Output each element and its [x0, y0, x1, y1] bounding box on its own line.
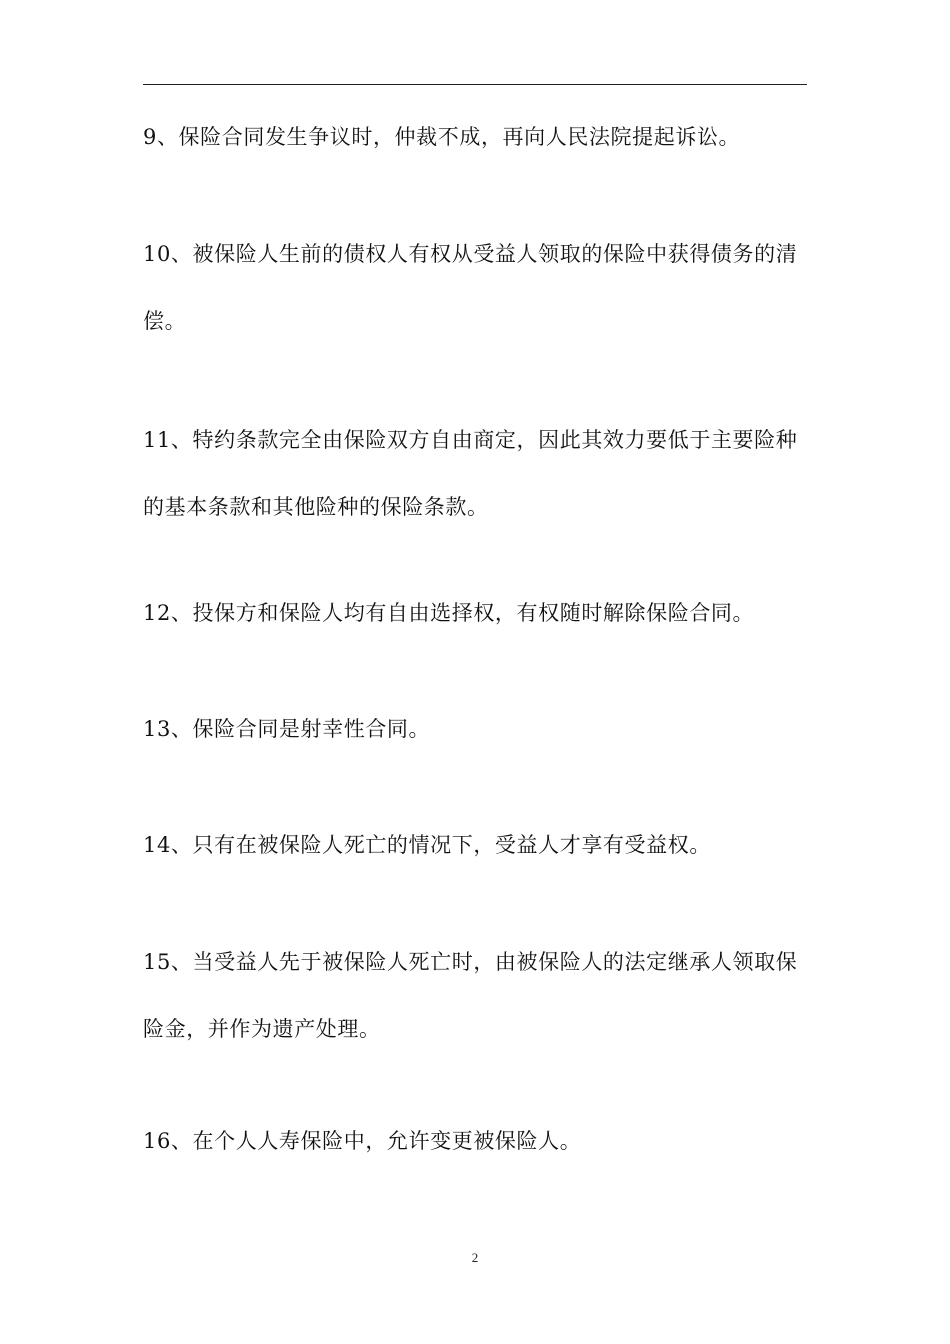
question-13: 13、保险合同是射幸性合同。: [143, 717, 431, 741]
question-10: 10、被保险人生前的债权人有权从受益人领取的保险中获得债务的清偿。: [143, 242, 798, 333]
page-number: 2: [471, 1250, 479, 1265]
header-rule: [143, 84, 807, 85]
question-11: 11、特约条款完全由保险双方自由商定，因此其效力要低于主要险种的基本条款和其他险种的保险条款。: [143, 428, 798, 519]
question-9: 9、保险合同发生争议时，仲裁不成，再向人民法院提起诉讼。: [143, 125, 741, 149]
question-15: 15、当受益人先于被保险人死亡时，由被保险人的法定继承人领取保险金，并作为遗产处理。: [143, 950, 798, 1041]
question-16: 16、在个人人寿保险中，允许变更被保险人。: [143, 1129, 582, 1153]
question-14: 14、只有在被保险人死亡的情况下，受益人才享有受益权。: [143, 833, 711, 857]
question-12: 12、投保方和保险人均有自由选择权，有权随时解除保险合同。: [143, 601, 755, 625]
